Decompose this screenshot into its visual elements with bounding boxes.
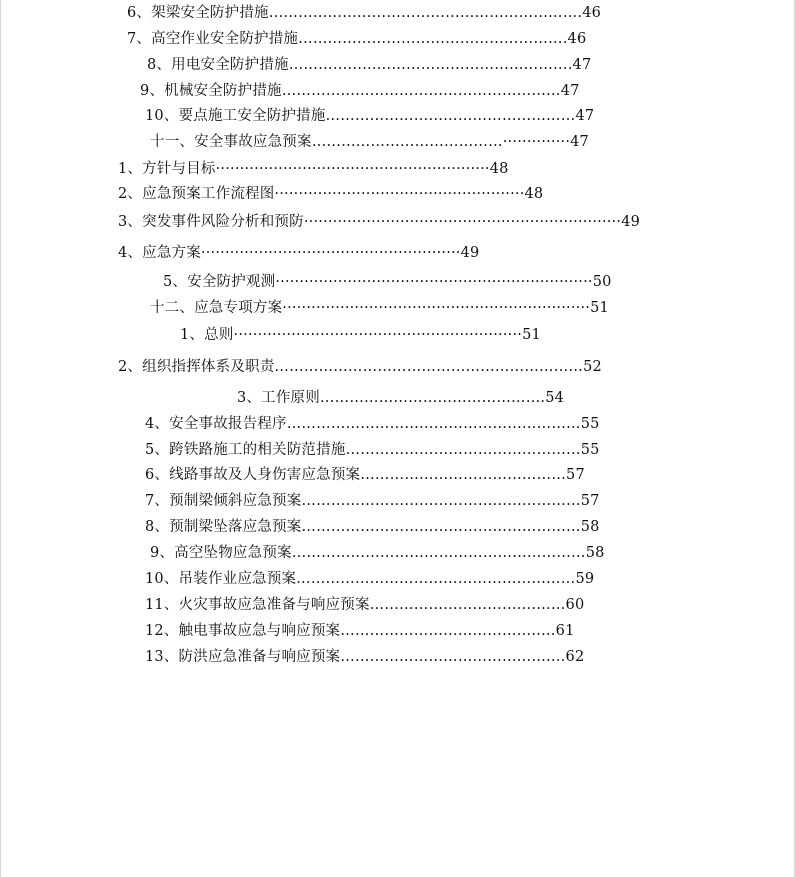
toc-entry <box>127 2 689 24</box>
toc-entry <box>118 356 678 378</box>
toc-entry <box>118 242 575 264</box>
toc-entry <box>145 464 673 486</box>
toc-entry-text: 12、触电事故应急与响应预案…………………………………..…61 <box>145 623 575 639</box>
toc-entry-text: 11、火灾事故应急准备与响应预案……………………………….…60 <box>145 597 585 613</box>
toc-entry-text: 3、工作原则……………………………………….54 <box>237 390 565 406</box>
toc-entry-text: 2、组织指挥体系及职责………………………………………………………52 <box>118 359 602 375</box>
toc-entry <box>127 28 689 50</box>
toc-entry-text: 7、高空作业安全防护措施……………………………………………….46 <box>127 31 587 47</box>
toc-entry <box>145 413 673 435</box>
toc-entry-text: 1、总则····························································51 <box>180 327 541 343</box>
toc-entry <box>145 105 673 127</box>
toc-entry-text: 5、跨铁路施工的相关防范措施…………………………………………55 <box>145 442 600 458</box>
toc-entry-text: 2、应急预案工作流程图····················································48 <box>118 186 544 202</box>
toc-entry-text: 10、要点施工安全防护措施……………………………………………47 <box>145 108 595 124</box>
toc-entry-text: 7、预制梁倾斜应急预案…………………………………………………57 <box>145 493 600 509</box>
toc-entry-text: 4、应急方案······················································49 <box>118 245 480 261</box>
toc-entry-text: 十二、应急专项方案································································51 <box>150 300 609 316</box>
toc-entry-text: 10、吊装作业应急预案…………………………………………………59 <box>145 571 595 587</box>
toc-entry-text: 1、方针与目标·························································48 <box>118 161 509 177</box>
toc-entry <box>237 387 584 409</box>
toc-entry <box>150 542 670 564</box>
toc-entry <box>145 594 673 616</box>
toc-entry-text: 4、安全事故报告程序……………………………………………………55 <box>145 416 600 432</box>
toc-entry <box>145 439 673 461</box>
toc-entry <box>145 568 673 590</box>
toc-entry <box>145 620 673 642</box>
toc-entry-text: 8、用电安全防护措施……………...………………………………….47 <box>147 57 592 73</box>
toc-entry <box>118 183 608 205</box>
toc-entry-text: 5、安全防护观测··································································50 <box>163 274 612 290</box>
toc-entry <box>118 211 655 233</box>
toc-entry <box>180 324 637 346</box>
toc-entry <box>140 80 673 102</box>
toc-entry-text: 6、架梁安全防护措施……………………………………………………….46 <box>127 5 602 21</box>
toc-entry <box>145 646 673 668</box>
toc-entry-text: 3、突发事件风险分析和预防··································································49 <box>118 214 641 230</box>
toc-entry <box>163 271 653 293</box>
toc-entry-text: 十一、安全事故应急预案…………………………………··············47 <box>150 134 589 150</box>
toc-entry <box>147 54 669 76</box>
toc-entry-text: 13、防洪应急准备与响应预案…………………………………….…62 <box>145 649 585 665</box>
toc-entry <box>150 131 672 153</box>
toc-entry <box>150 297 665 319</box>
toc-entry <box>145 516 673 538</box>
toc-entry-text: 9、高空坠物应急预案……………………………………………………58 <box>150 545 605 561</box>
page-left-edge <box>0 0 1 877</box>
toc-entry-text: 6、线路事故及人身伤害应急预案……………………………………57 <box>145 467 585 483</box>
toc-entry <box>145 490 673 512</box>
toc-entry <box>118 158 673 180</box>
toc-entry-text: 9、机械安全防护措施……………...…………………………………47 <box>140 83 580 99</box>
toc-entry-text: 8、预制梁坠落应急预案…………………………………………………58 <box>145 519 600 535</box>
